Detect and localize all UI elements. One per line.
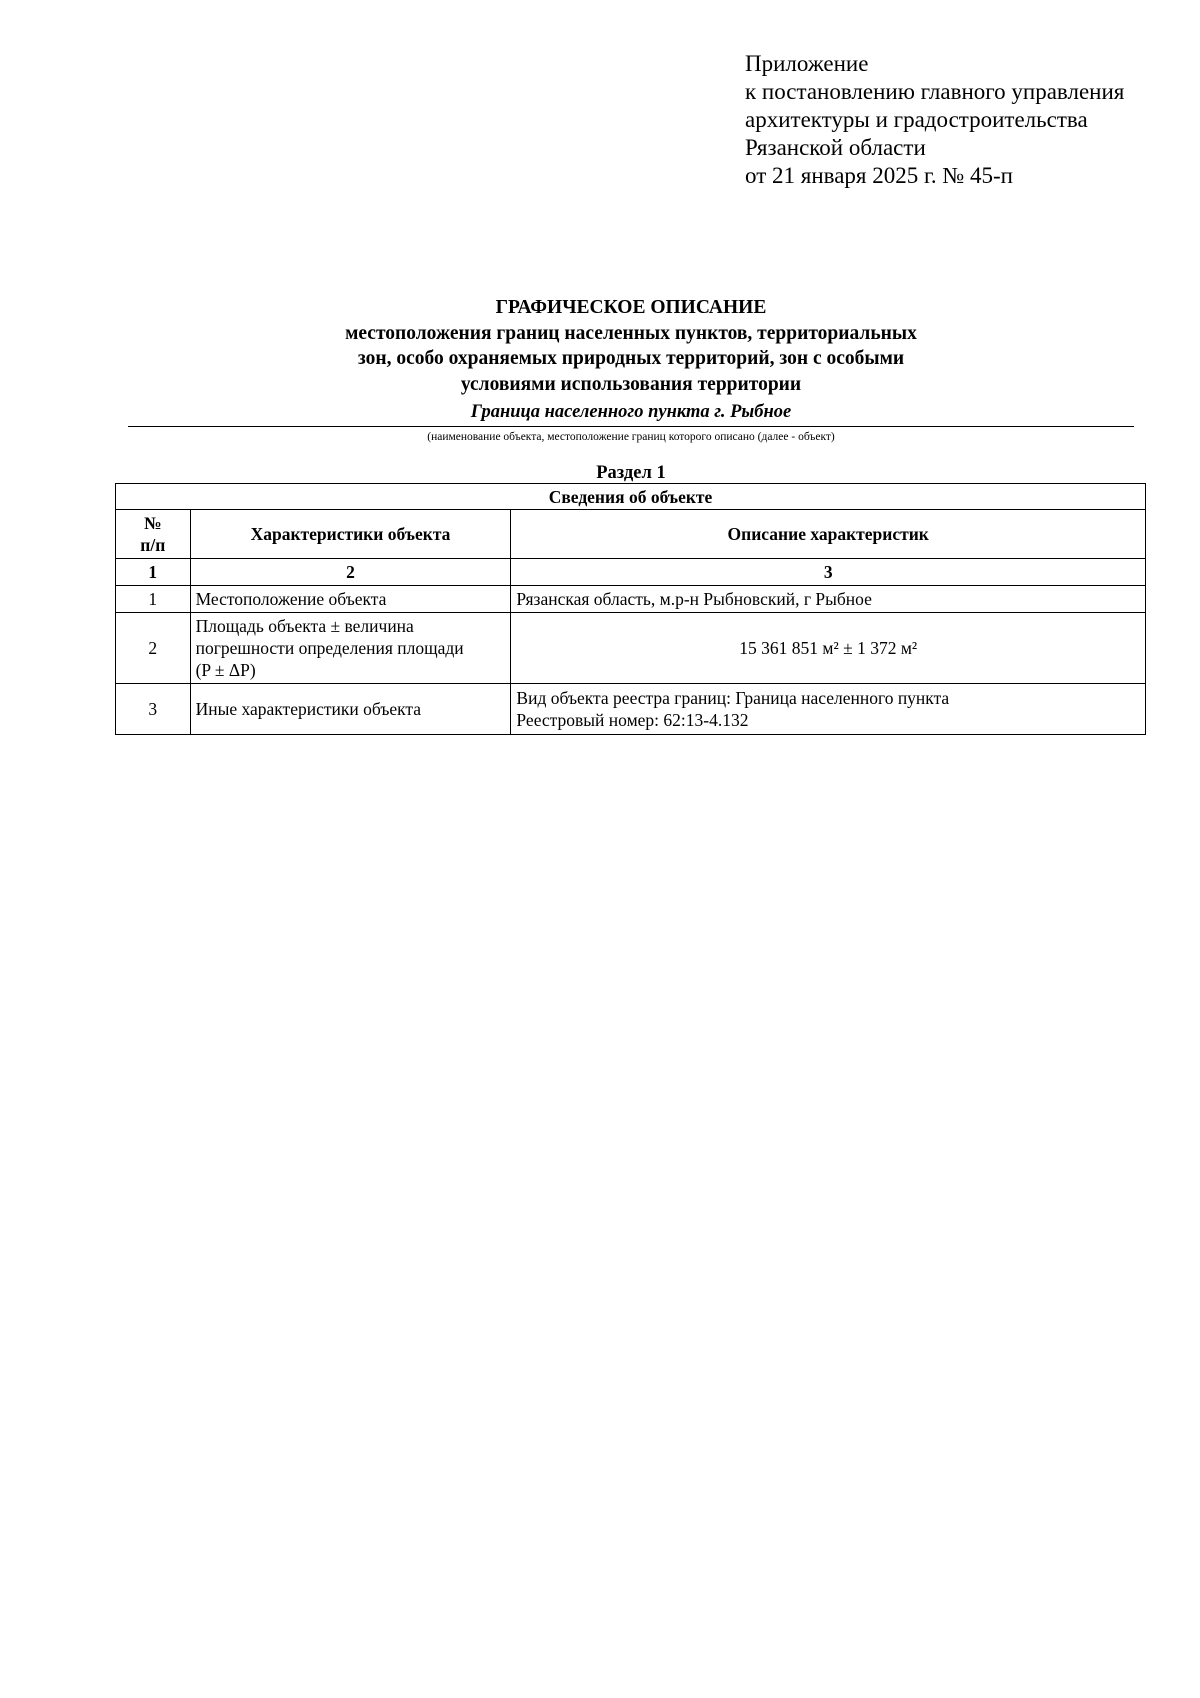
- object-name: Граница населенного пункта г. Рыбное: [470, 402, 792, 422]
- appendix-line: от 21 января 2025 г. № 45-п: [745, 163, 1013, 188]
- table-row: [116, 613, 1146, 684]
- title-line: местоположения границ населенных пунктов, территориальных: [345, 322, 917, 344]
- description-cell: 15 361 851 м² ± 1 372 м²: [511, 613, 1146, 684]
- column-number: 3: [511, 559, 1146, 586]
- table-row: [116, 684, 1146, 735]
- row-number: 1: [116, 586, 191, 613]
- title-line: зон, особо охраняемых природных территорий, зон с особыми: [357, 348, 905, 369]
- column-number: 1: [116, 559, 191, 586]
- section-title: Раздел 1: [596, 463, 666, 483]
- table-row: [116, 586, 1146, 613]
- title-line: условиями использования территории: [460, 373, 802, 395]
- characteristic-cell: Местоположение объекта: [190, 586, 511, 613]
- column-number: 2: [190, 559, 511, 586]
- document-title: [128, 295, 1134, 397]
- description-cell: Вид объекта реестра границ: Граница населенного пункта Реестровый номер: 62:13-4.132: [511, 684, 1146, 735]
- row-number: 3: [116, 684, 191, 735]
- characteristic-cell: Иные характеристики объекта: [190, 684, 511, 735]
- title-main: ГРАФИЧЕСКОЕ ОПИСАНИЕ: [495, 297, 767, 318]
- header-characteristics: Характеристики объекта: [190, 510, 511, 559]
- table-caption: Сведения об объекте: [116, 484, 1146, 510]
- object-info-table: [115, 483, 1146, 735]
- appendix-line: архитектуры и градостроительства: [745, 107, 1088, 132]
- characteristic-cell: Площадь объекта ± величина погрешности определения площади (P ± ΔP): [190, 613, 511, 684]
- appendix-block: [745, 50, 1124, 190]
- header-num: № п/п: [116, 510, 191, 559]
- underline-divider: [128, 426, 1134, 427]
- appendix-line: к постановлению главного управления: [745, 79, 1125, 104]
- object-caption: (наименование объекта, местоположение границ которого описано (далее - объект): [427, 431, 835, 443]
- row-number: 2: [116, 613, 191, 684]
- description-cell: Рязанская область, м.р-н Рыбновский, г Рыбное: [511, 586, 1146, 613]
- appendix-line: Рязанской области: [745, 135, 926, 160]
- appendix-line: Приложение: [745, 51, 869, 76]
- header-description: Описание характеристик: [511, 510, 1146, 559]
